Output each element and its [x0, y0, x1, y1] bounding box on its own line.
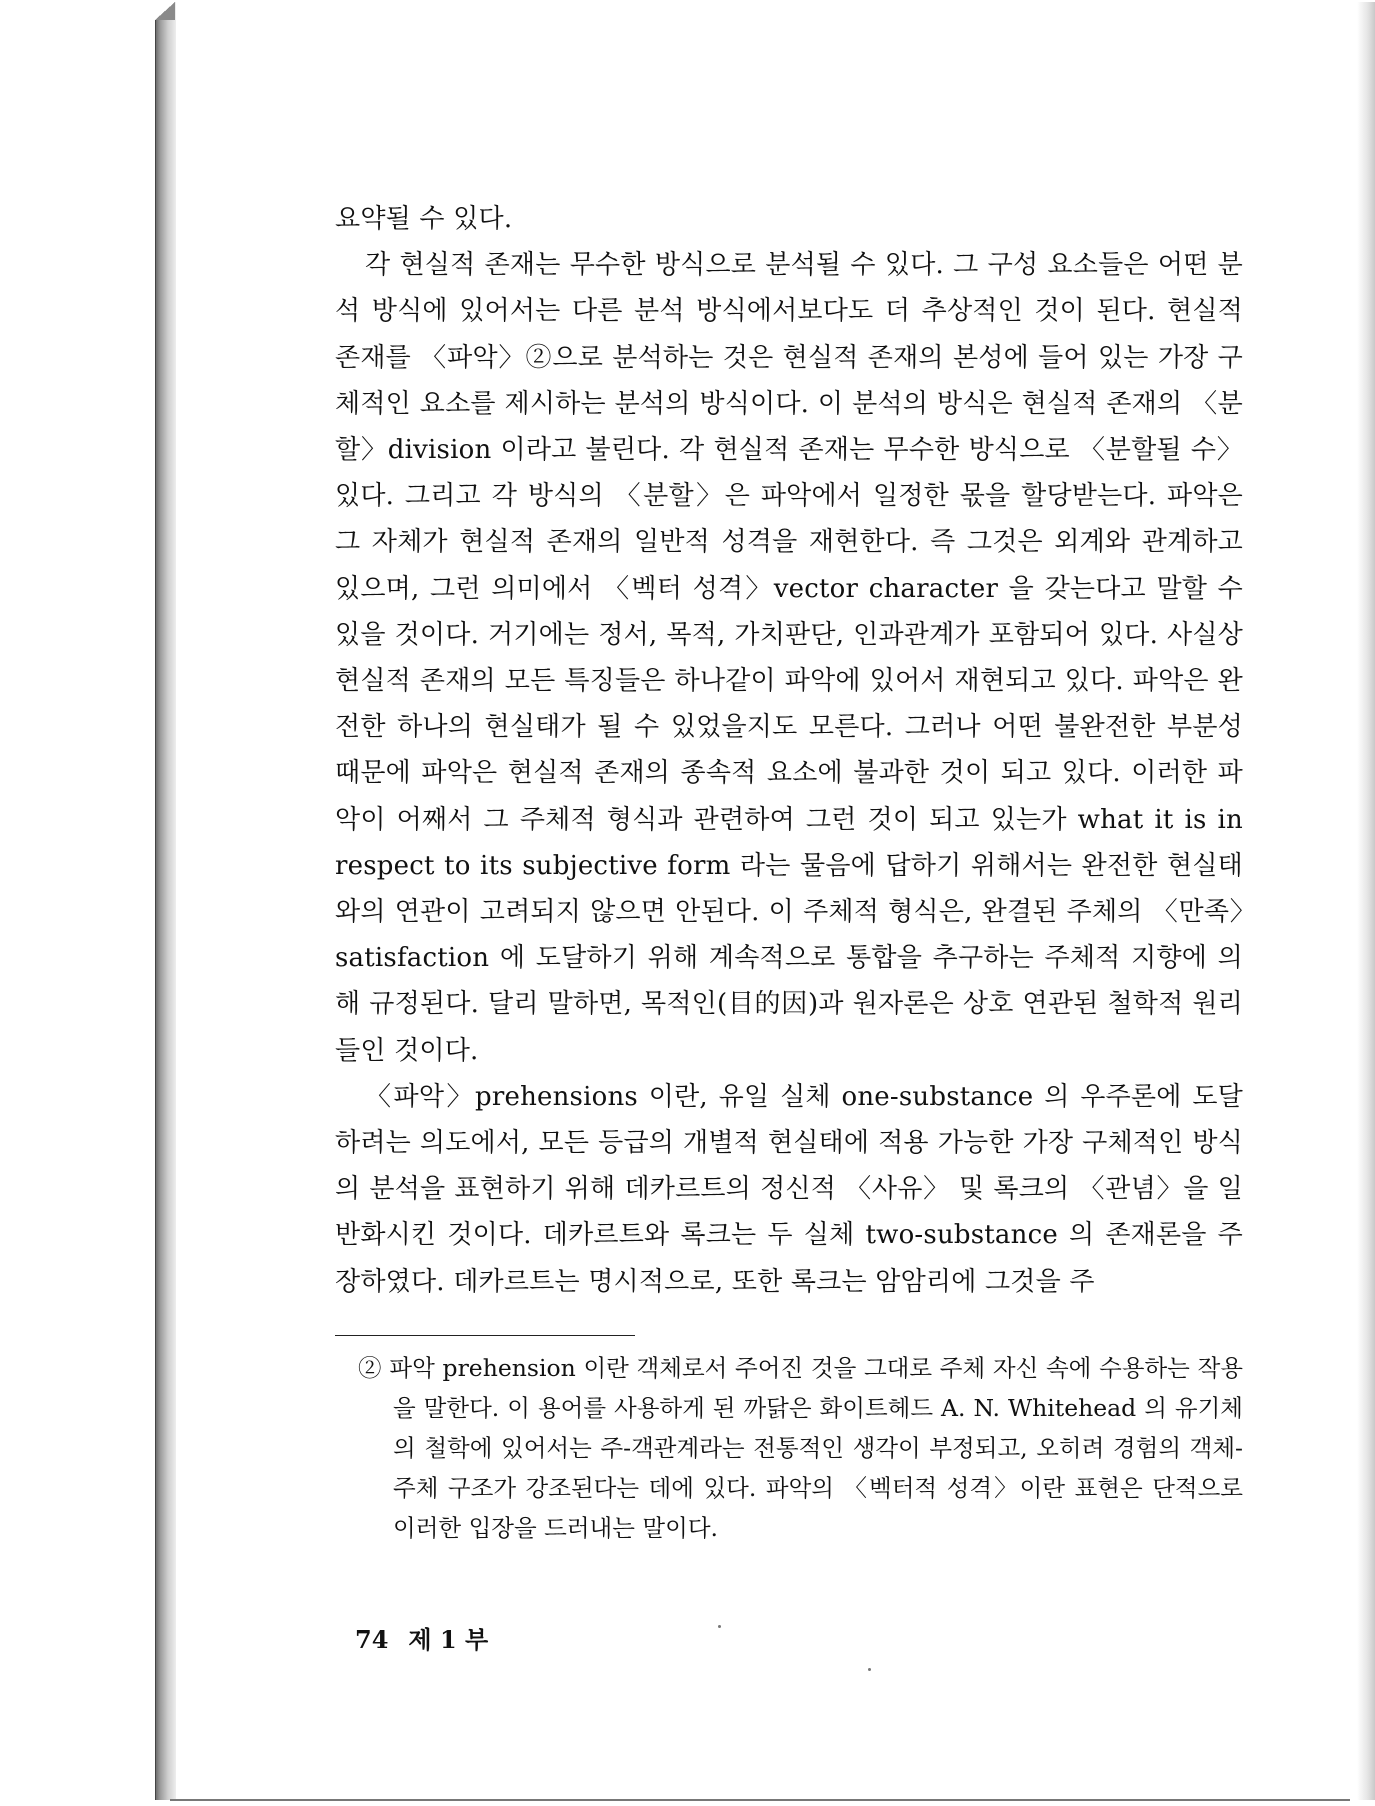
page-right-shadow — [1357, 2, 1375, 1800]
page-bottom-edge — [170, 1799, 1350, 1801]
page-content — [335, 196, 1243, 1548]
part-label: 제 1 부 — [408, 1625, 489, 1654]
paragraph-continuation: 요약될 수 있다. — [335, 204, 513, 234]
page-folio — [355, 1620, 508, 1655]
paragraph-prehensions: 〈파악〉prehensions 이란, 유일 실체 one-substance 의 우주론에 도달하려는 의도에서, 모든 등급의 개별적 현실태에 적용 가능한 가장 구체적인 방식의 분석을 표현하기 위해 데카르트의 정신적 〈사유〉 및 록크의 〈관념〉을 일반화시킨 것이다. 데카르트와 록크는 두 실체 two-substance 의 존재론을 주장하였다. 데카르트는 명시적으로, 또한 록크는 암암리에 그것을 주 — [335, 1081, 1243, 1297]
paragraph-actual-entity: 각 현실적 존재는 무수한 방식으로 분석될 수 있다. 그 구성 요소들은 어떤 분석 방식에 있어서는 다른 분석 방식에서보다도 더 추상적인 것이 된다. 현실적 존재를 〈파악〉②으로 분석하는 것은 현실적 존재의 본성에 들어 있는 가장 구체적인 요소를 제시하는 분석의 방식이다. 이 분석의 방식은 현실적 존재의 〈분할〉division 이라고 불린다. 각 현실적 존재는 무수한 방식으로 〈분할될 수〉 있다. 그리고 각 방식의 〈분할〉은 파악에서 일정한 몫을 할당받는다. 파악은 그 자체가 현실적 존재의 일반적 성격을 재현한다. 즉 그것은 외계와 관계하고 있으며, 그런 의미에서 〈벡터 성격〉vector character 을 갖는다고 말할 수 있을 것이다. 거기에는 정서, 목적, 가치판단, 인과관계가 포함되어 있다. 사실상 현실적 존재의 모든 특징들은 하나같이 파악에 있어서 재현되고 있다. 파악은 완전한 하나의 현실태가 될 수 있었을지도 모른다. 그러나 어떤 불완전한 부분성 때문에 파악은 현실적 존재의 종속적 요소에 불과한 것이 되고 있다. 이러한 파악이 어째서 그 주체적 형식과 관련하여 그런 것이 되고 있는가 what it is in respect to its subjective form 라는 물음에 답하기 위해서는 완전한 현실태와의 연관이 고려되지 않으면 안된다. 이 주체적 형식은, 완결된 주체의 〈만족〉satisfaction 에 도달하기 위해 계속적으로 통합을 추구하는 주체적 지향에 의해 규정된다. 달리 말하면, 목적인(目的因)과 원자론은 상호 연관된 철학적 원리들인 것이다. — [335, 250, 1243, 1066]
page-number: 74 — [355, 1625, 389, 1654]
paper-speck — [868, 1668, 871, 1671]
page-corner-fold — [155, 2, 175, 20]
page-binding-edge — [155, 2, 176, 1800]
body-text — [335, 196, 1243, 1305]
paper-speck — [718, 1625, 721, 1628]
footnote: ② 파악 prehension 이란 객체로서 주어진 것을 그대로 주체 자신 속에 수용하는 작용을 말한다. 이 용어를 사용하게 된 까닭은 화이트헤드 A. N. Whitehead 의 유기체의 철학에 있어서는 주-객관계라는 전통적인 생각이 부정되고, 오히려 경험의 객체-주체 구조가 강조된다는 데에 있다. 파악의 〈벡터적 성격〉이란 표현은 단적으로 이러한 입장을 드러내는 말이다. — [358, 1353, 1243, 1542]
footnote-divider — [335, 1335, 635, 1336]
